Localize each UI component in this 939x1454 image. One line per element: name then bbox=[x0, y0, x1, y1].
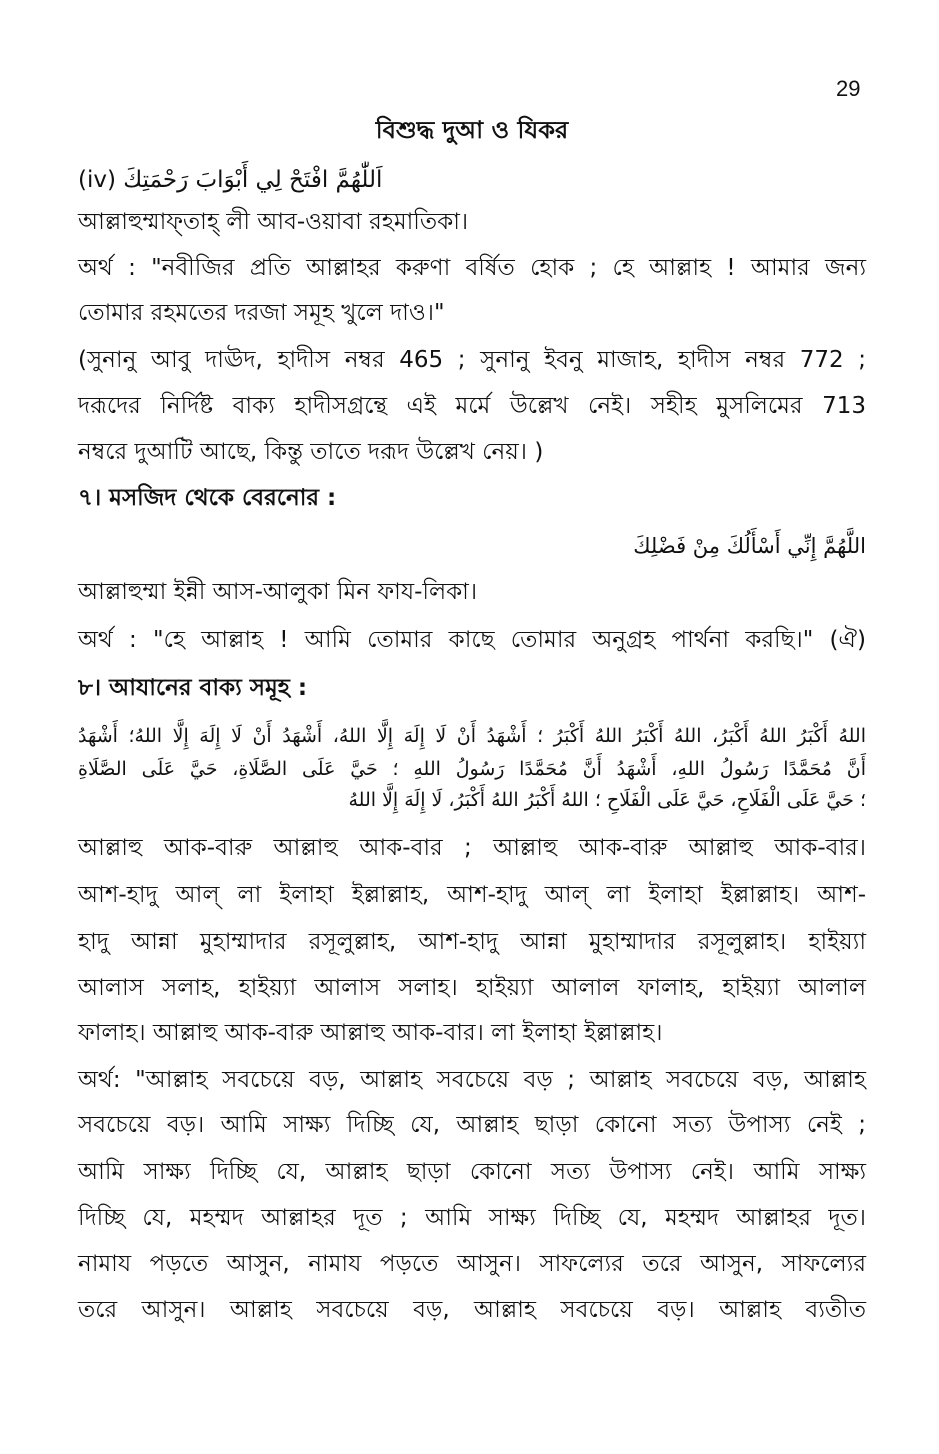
meaning-line: অর্থ : "নবীজির প্রতি আল্লাহর করুণা বর্ষিত হোক ; হে আল্লাহ ! আমার জন্য bbox=[78, 255, 866, 281]
meaning-line: নামায পড়তে আসুন, নামায পড়তে আসুন। সাফল্যের তরে আসুন, সাফল্যের bbox=[78, 1251, 866, 1277]
section-heading-7: ৭। মসজিদ থেকে বেরনোর : bbox=[78, 485, 337, 511]
meaning-line: সবচেয়ে বড়। আমি সাক্ষ্য দিচ্ছি যে, আল্লাহ ছাড়া কোনো সত্য উপাস্য নেই ; bbox=[78, 1112, 866, 1138]
meaning-line: অর্থ: "আল্লাহ সবচেয়ে বড়, আল্লাহ সবচেয়ে বড় ; আল্লাহ সবচেয়ে বড়, আল্লাহ bbox=[78, 1067, 866, 1093]
arabic-adhan-line: ؛ حَيَّ عَلَى الْفَلَاحِ، حَيَّ عَلَى الْفَلَاحِ ؛ اللهُ أَكْبَرُ اللهُ أَكْبَرُ، لَا إِلَهَ إِلَّا اللهُ bbox=[348, 789, 866, 811]
transliteration-line: ফালাহ। আল্লাহু আক-বারু আল্লাহু আক-বার। লা ইলাহা ইল্লাল্লাহ। bbox=[78, 1020, 663, 1046]
reference-line: নম্বরে দুআটি আছে, কিন্তু তাতে দরূদ উল্লেখ নেয়। ) bbox=[78, 439, 544, 465]
meaning-line: তরে আসুন। আল্লাহ সবচেয়ে বড়, আল্লাহ সবচেয়ে বড়। আল্লাহ ব্যতীত bbox=[78, 1297, 866, 1323]
reference-line: (সুনানু আবু দাঊদ, হাদীস নম্বর 465 ; সুনানু ইবনু মাজাহ, হাদীস নম্বর 772 ; bbox=[78, 347, 866, 373]
transliteration-line: আল্লাহু আক-বারু আল্লাহু আক-বার ; আল্লাহু আক-বারু আল্লাহু আক-বার। bbox=[78, 835, 866, 861]
page-title: বিশুদ্ধ দুআ ও যিকর bbox=[375, 116, 569, 144]
meaning-line: অর্থ : "হে আল্লাহ ! আমি তোমার কাছে তোমার অনুগ্রহ পার্থনা করছি।" (ঐ) bbox=[78, 627, 866, 653]
transliteration-line: হাদু আন্না মুহাম্মাদার রসূলুল্লাহ, আশ-হাদু আন্না মুহাম্মাদার রসূলুল্লাহ। হাইয়্যা bbox=[78, 929, 866, 955]
page-number: 29 bbox=[836, 76, 861, 101]
transliteration-line: আশ-হাদু আল্ লা ইলাহা ইল্লাল্লাহ, আশ-হাদু আল্ লা ইলাহা ইল্লাল্লাহ। আশ- bbox=[78, 882, 866, 908]
meaning-line: তোমার রহমতের দরজা সমূহ খুলে দাও।" bbox=[78, 300, 445, 326]
meaning-line: দিচ্ছি যে, মহম্মদ আল্লাহর দূত ; আমি সাক্ষ্য দিচ্ছি যে, মহম্মদ আল্লাহর দূত। bbox=[78, 1205, 866, 1231]
arabic-adhan-line: أَنَّ مُحَمَّدًا رَسُولُ اللهِ، أَشْهَدُ أَنَّ مُحَمَّدًا رَسُولُ اللهِ ؛ حَيَّ عَلَى الصَّلَاةِ، حَيَّ عَلَى الصَّلَاةِ bbox=[78, 758, 866, 780]
arabic-dua-iv: (iv) اَللّٰهُمَّ افْتَحْ لِي أَبْوَابَ رَحْمَتِكَ bbox=[78, 167, 383, 193]
arabic-dua: اللَّهُمَّ إِنِّي أَسْأَلُكَ مِنْ فَضْلِكَ bbox=[633, 534, 866, 558]
transliteration-line: আলাস সলাহ, হাইয়্যা আলাস সলাহ। হাইয়্যা আলাল ফালাহ, হাইয়্যা আলাল bbox=[78, 975, 866, 1001]
transliteration: আল্লাহুম্মা ইন্নী আস-আলুকা মিন ফায-লিকা। bbox=[78, 579, 478, 605]
transliteration: আল্লাহুম্মাফ্তাহ্ লী আব-ওয়াবা রহমাতিকা। bbox=[78, 209, 469, 235]
reference-line: দরূদের নির্দিষ্ট বাক্য হাদীসগ্রন্থে এই মর্মে উল্লেখ নেই। সহীহ মুসলিমের 713 bbox=[78, 393, 866, 419]
section-heading-8: ৮। আযানের বাক্য সমূহ : bbox=[78, 675, 308, 701]
meaning-line: আমি সাক্ষ্য দিচ্ছি যে, আল্লাহ ছাড়া কোনো সত্য উপাস্য নেই। আমি সাক্ষ্য bbox=[78, 1159, 866, 1185]
arabic-adhan-line: اللهُ أَكْبَرُ اللهُ أَكْبَرُ، اللهُ أَكْبَرُ اللهُ أَكْبَرُ ؛ أَشْهَدُ أَنْ لَا إِلَهَ إِلَّا اللهُ، أَشْهَدُ أَنْ لَا إِلَهَ إِلَّا اللهُ؛ أَشْهَدُ bbox=[78, 725, 866, 747]
